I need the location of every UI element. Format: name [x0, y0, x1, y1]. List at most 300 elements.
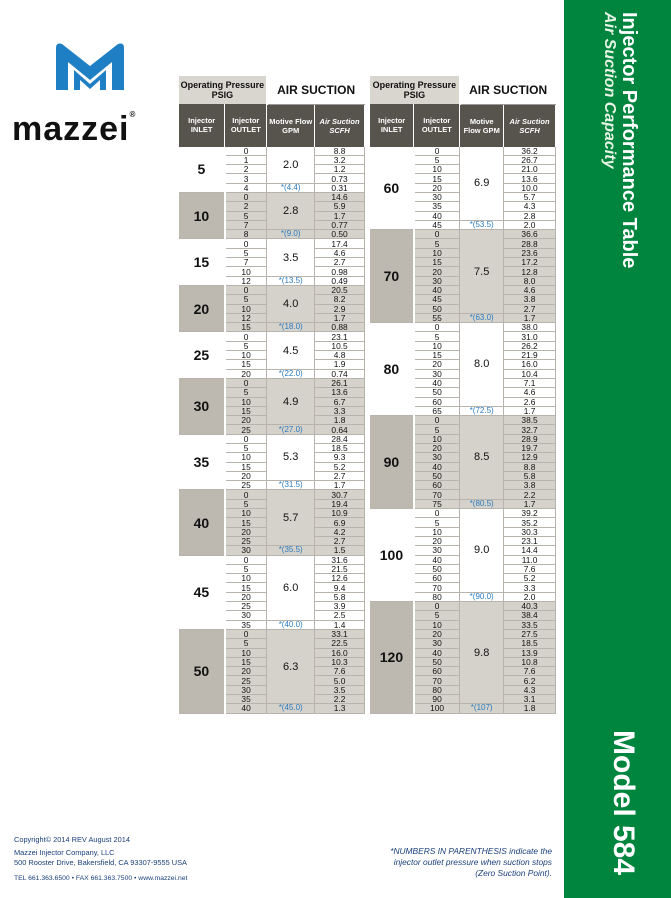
air-suction-value: 2.2	[315, 695, 365, 704]
outlet-pressure: 0	[225, 378, 267, 387]
air-suction-value: 1.8	[504, 704, 556, 713]
col-suction: Air Suction SCFH	[504, 104, 556, 147]
air-suction-value: 2.5	[315, 611, 365, 620]
air-suction-value: 3.5	[315, 685, 365, 694]
zero-suction-point: *(72.5)	[460, 406, 504, 415]
air-suction-value: 3.3	[315, 406, 365, 415]
outlet-pressure: 10	[414, 341, 460, 350]
air-suction-value: 36.6	[504, 230, 556, 239]
outlet-pressure: 5	[414, 611, 460, 620]
table-row	[179, 285, 365, 294]
air-suction-value: 1.4	[315, 620, 365, 629]
zero-suction-note: *NUMBERS IN PARENTHESIS indicate the injector outlet pressure when suction stops (Zero Suction Point).	[390, 846, 552, 878]
air-suction-value: 27.5	[504, 629, 556, 638]
air-suction-value: 2.7	[315, 258, 365, 267]
inlet-pressure: 70	[370, 230, 414, 323]
outlet-pressure: 10	[225, 267, 267, 276]
motive-flow: 6.3	[267, 629, 315, 703]
air-suction-value: 2.7	[315, 471, 365, 480]
air-suction-value: 13.6	[504, 174, 556, 183]
air-suction-value: 2.8	[504, 211, 556, 220]
outlet-pressure: 10	[225, 304, 267, 313]
air-suction-value: 4.3	[504, 685, 556, 694]
air-suction-value: 12.8	[504, 267, 556, 276]
air-suction-value: 23.1	[504, 536, 556, 545]
air-suction-value: 2.7	[315, 536, 365, 545]
air-suction-value: 3.9	[315, 602, 365, 611]
performance-table-right	[370, 76, 556, 714]
outlet-pressure: 5	[225, 248, 267, 257]
outlet-pressure: 40	[225, 704, 267, 713]
air-suction-value: 4.6	[504, 285, 556, 294]
performance-table-left	[179, 76, 365, 714]
air-suction-value: 14.4	[504, 546, 556, 555]
air-suction-value: 1.9	[315, 360, 365, 369]
outlet-pressure: 10	[225, 509, 267, 518]
outlet-pressure: 5	[225, 564, 267, 573]
outlet-pressure: 20	[414, 360, 460, 369]
air-suction-value: 10.8	[504, 657, 556, 666]
air-suction-value: 0.77	[315, 220, 365, 229]
air-suction-header: AIR SUCTION	[267, 76, 365, 104]
table-row	[179, 192, 365, 201]
zero-suction-point: *(31.5)	[267, 481, 315, 490]
air-suction-value: 13.6	[315, 388, 365, 397]
air-suction-value: 19.7	[504, 444, 556, 453]
air-suction-value: 12.9	[504, 453, 556, 462]
motive-flow: 9.0	[460, 509, 504, 593]
outlet-pressure: 10	[225, 351, 267, 360]
outlet-pressure: 80	[414, 685, 460, 694]
table-row	[179, 434, 365, 443]
air-suction-header: AIR SUCTION	[460, 76, 556, 104]
col-flow: Motive Flow GPM	[267, 104, 315, 147]
outlet-pressure: 45	[414, 220, 460, 229]
air-suction-value: 1.7	[315, 211, 365, 220]
outlet-pressure: 5	[225, 388, 267, 397]
air-suction-value: 3.3	[504, 583, 556, 592]
air-suction-value: 2.0	[504, 592, 556, 601]
air-suction-value: 21.5	[315, 564, 365, 573]
inlet-pressure: 25	[179, 332, 225, 378]
air-suction-value: 4.3	[504, 202, 556, 211]
air-suction-value: 0.64	[315, 425, 365, 434]
air-suction-value: 1.5	[315, 546, 365, 555]
motive-flow: 4.5	[267, 332, 315, 369]
brand-name: mazzei®	[12, 110, 137, 148]
air-suction-value: 5.2	[504, 574, 556, 583]
outlet-pressure: 12	[225, 276, 267, 285]
outlet-pressure: 25	[225, 602, 267, 611]
air-suction-value: 1.7	[504, 499, 556, 508]
air-suction-value: 23.6	[504, 248, 556, 257]
air-suction-value: 10.5	[315, 341, 365, 350]
air-suction-value: 2.9	[315, 304, 365, 313]
air-suction-value: 7.6	[504, 667, 556, 676]
outlet-pressure: 65	[414, 406, 460, 415]
outlet-pressure: 75	[414, 499, 460, 508]
col-outlet: Injector OUTLET	[225, 104, 267, 147]
zero-suction-point: *(18.0)	[267, 323, 315, 332]
motive-flow: 2.0	[267, 147, 315, 184]
outlet-pressure: 5	[414, 425, 460, 434]
motive-flow: 5.7	[267, 490, 315, 546]
air-suction-value: 1.8	[315, 416, 365, 425]
outlet-pressure: 60	[414, 574, 460, 583]
air-suction-value: 31.0	[504, 332, 556, 341]
inlet-pressure: 30	[179, 378, 225, 434]
outlet-pressure: 25	[225, 676, 267, 685]
air-suction-value: 16.0	[504, 360, 556, 369]
table-row	[179, 555, 365, 564]
air-suction-value: 26.2	[504, 341, 556, 350]
col-suction: Air Suction SCFH	[315, 104, 365, 147]
motive-flow: 4.0	[267, 285, 315, 322]
outlet-pressure: 30	[225, 546, 267, 555]
outlet-pressure: 15	[225, 406, 267, 415]
outlet-pressure: 50	[414, 564, 460, 573]
table-row	[370, 230, 556, 239]
outlet-pressure: 30	[414, 276, 460, 285]
outlet-pressure: 0	[225, 490, 267, 499]
outlet-pressure: 50	[414, 304, 460, 313]
banner-title: Injector Performance Table	[618, 12, 640, 269]
zero-suction-point: *(40.0)	[267, 620, 315, 629]
outlet-pressure: 35	[414, 202, 460, 211]
motive-flow: 2.8	[267, 192, 315, 229]
outlet-pressure: 10	[225, 574, 267, 583]
contact-info: TEL 661.363.6500 • FAX 661.363.7500 • www.mazzei.net	[14, 875, 188, 883]
table-row	[179, 332, 365, 341]
banner-subtitle: Air Suction Capacity	[601, 12, 618, 169]
outlet-pressure: 70	[414, 676, 460, 685]
air-suction-value: 20.5	[315, 285, 365, 294]
air-suction-value: 5.8	[315, 592, 365, 601]
table-row	[179, 147, 365, 156]
table-row	[370, 323, 556, 332]
outlet-pressure: 0	[414, 509, 460, 518]
outlet-pressure: 30	[225, 685, 267, 694]
outlet-pressure: 40	[414, 462, 460, 471]
zero-suction-point: *(9.0)	[267, 230, 315, 239]
air-suction-value: 3.8	[504, 295, 556, 304]
air-suction-value: 28.9	[504, 434, 556, 443]
air-suction-value: 36.2	[504, 147, 556, 156]
air-suction-value: 1.7	[315, 481, 365, 490]
outlet-pressure: 15	[225, 657, 267, 666]
zero-suction-point: *(53.5)	[460, 220, 504, 229]
table-row	[370, 602, 556, 611]
outlet-pressure: 0	[414, 147, 460, 156]
outlet-pressure: 5	[225, 639, 267, 648]
outlet-pressure: 15	[414, 351, 460, 360]
air-suction-value: 40.3	[504, 602, 556, 611]
outlet-pressure: 15	[225, 360, 267, 369]
outlet-pressure: 25	[225, 536, 267, 545]
outlet-pressure: 20	[414, 629, 460, 638]
outlet-pressure: 60	[414, 481, 460, 490]
inlet-pressure: 90	[370, 416, 414, 509]
air-suction-value: 1.7	[504, 406, 556, 415]
outlet-pressure: 25	[225, 481, 267, 490]
air-suction-value: 5.7	[504, 192, 556, 201]
air-suction-value: 1.7	[504, 313, 556, 322]
air-suction-value: 28.4	[315, 434, 365, 443]
op-pressure-header: Operating Pressure PSIG	[370, 76, 460, 104]
outlet-pressure: 7	[225, 258, 267, 267]
air-suction-value: 6.7	[315, 397, 365, 406]
inlet-pressure: 40	[179, 490, 225, 555]
col-inlet: Injector INLET	[179, 104, 225, 147]
air-suction-value: 26.1	[315, 378, 365, 387]
air-suction-value: 1.7	[315, 313, 365, 322]
air-suction-value: 8.8	[315, 147, 365, 156]
outlet-pressure: 35	[225, 695, 267, 704]
outlet-pressure: 5	[225, 341, 267, 350]
table-row	[179, 629, 365, 638]
air-suction-value: 6.2	[504, 676, 556, 685]
outlet-pressure: 0	[225, 239, 267, 248]
air-suction-value: 1.3	[315, 704, 365, 713]
air-suction-value: 4.2	[315, 527, 365, 536]
air-suction-value: 33.5	[504, 620, 556, 629]
company-address: 500 Rooster Drive, Bakersfield, CA 93307-9555 USA	[14, 857, 187, 867]
copyright-text: Copyright© 2014 REV August 2014	[14, 835, 130, 844]
outlet-pressure: 0	[414, 602, 460, 611]
table-row	[370, 147, 556, 156]
outlet-pressure: 0	[225, 147, 267, 156]
air-suction-value: 35.2	[504, 518, 556, 527]
outlet-pressure: 0	[225, 434, 267, 443]
outlet-pressure: 8	[225, 230, 267, 239]
air-suction-value: 14.6	[315, 192, 365, 201]
banner-titles	[600, 12, 640, 312]
outlet-pressure: 15	[225, 583, 267, 592]
outlet-pressure: 20	[225, 416, 267, 425]
inlet-pressure: 60	[370, 147, 414, 230]
air-suction-value: 5.8	[504, 471, 556, 480]
outlet-pressure: 20	[414, 444, 460, 453]
inlet-pressure: 50	[179, 629, 225, 713]
air-suction-value: 30.7	[315, 490, 365, 499]
outlet-pressure: 20	[225, 527, 267, 536]
air-suction-value: 9.4	[315, 583, 365, 592]
outlet-pressure: 1	[225, 155, 267, 164]
model-label: Model 584	[607, 730, 640, 876]
outlet-pressure: 35	[225, 620, 267, 629]
air-suction-value: 4.6	[504, 388, 556, 397]
zero-suction-point: *(80.5)	[460, 499, 504, 508]
outlet-pressure: 20	[225, 471, 267, 480]
air-suction-value: 38.0	[504, 323, 556, 332]
outlet-pressure: 15	[225, 518, 267, 527]
air-suction-value: 11.0	[504, 555, 556, 564]
zero-suction-point: *(35.5)	[267, 546, 315, 555]
outlet-pressure: 5	[225, 211, 267, 220]
outlet-pressure: 0	[225, 285, 267, 294]
air-suction-value: 1.2	[315, 165, 365, 174]
zero-suction-point: *(27.0)	[267, 425, 315, 434]
air-suction-value: 28.8	[504, 239, 556, 248]
air-suction-value: 0.50	[315, 230, 365, 239]
outlet-pressure: 80	[414, 592, 460, 601]
air-suction-value: 21.0	[504, 165, 556, 174]
air-suction-value: 2.0	[504, 220, 556, 229]
outlet-pressure: 7	[225, 220, 267, 229]
air-suction-value: 7.6	[315, 667, 365, 676]
outlet-pressure: 45	[414, 295, 460, 304]
zero-suction-point: *(107)	[460, 704, 504, 713]
col-flow: Motive Flow GPM	[460, 104, 504, 147]
air-suction-value: 4.8	[315, 351, 365, 360]
outlet-pressure: 10	[414, 434, 460, 443]
outlet-pressure: 2	[225, 202, 267, 211]
outlet-pressure: 2	[225, 165, 267, 174]
outlet-pressure: 70	[414, 490, 460, 499]
outlet-pressure: 20	[414, 536, 460, 545]
air-suction-value: 19.4	[315, 499, 365, 508]
outlet-pressure: 60	[414, 397, 460, 406]
zero-suction-point: *(4.4)	[267, 183, 315, 192]
outlet-pressure: 4	[225, 183, 267, 192]
outlet-pressure: 5	[414, 239, 460, 248]
air-suction-value: 22.5	[315, 639, 365, 648]
air-suction-value: 18.5	[315, 444, 365, 453]
motive-flow: 8.0	[460, 323, 504, 407]
air-suction-value: 3.8	[504, 481, 556, 490]
air-suction-value: 13.9	[504, 648, 556, 657]
outlet-pressure: 60	[414, 667, 460, 676]
air-suction-value: 8.8	[504, 462, 556, 471]
air-suction-value: 5.0	[315, 676, 365, 685]
air-suction-value: 6.9	[315, 518, 365, 527]
air-suction-value: 38.5	[504, 416, 556, 425]
outlet-pressure: 15	[414, 258, 460, 267]
air-suction-value: 0.88	[315, 323, 365, 332]
outlet-pressure: 3	[225, 174, 267, 183]
air-suction-value: 12.6	[315, 574, 365, 583]
air-suction-value: 0.74	[315, 369, 365, 378]
inlet-pressure: 10	[179, 192, 225, 238]
outlet-pressure: 90	[414, 695, 460, 704]
air-suction-value: 2.6	[504, 397, 556, 406]
outlet-pressure: 40	[414, 211, 460, 220]
motive-flow: 4.9	[267, 378, 315, 424]
op-pressure-header: Operating Pressure PSIG	[179, 76, 267, 104]
mazzei-m-icon	[50, 40, 130, 92]
col-outlet: Injector OUTLET	[414, 104, 460, 147]
outlet-pressure: 40	[414, 555, 460, 564]
table-row	[179, 239, 365, 248]
outlet-pressure: 30	[225, 611, 267, 620]
outlet-pressure: 40	[414, 378, 460, 387]
table-row	[179, 490, 365, 499]
table-row	[370, 416, 556, 425]
motive-flow: 9.8	[460, 602, 504, 704]
outlet-pressure: 55	[414, 313, 460, 322]
outlet-pressure: 10	[414, 165, 460, 174]
inlet-pressure: 5	[179, 147, 225, 193]
outlet-pressure: 15	[225, 462, 267, 471]
outlet-pressure: 20	[414, 267, 460, 276]
air-suction-value: 0.49	[315, 276, 365, 285]
outlet-pressure: 40	[414, 648, 460, 657]
table-row	[179, 378, 365, 387]
outlet-pressure: 30	[414, 369, 460, 378]
outlet-pressure: 0	[225, 555, 267, 564]
zero-suction-point: *(13.5)	[267, 276, 315, 285]
outlet-pressure: 0	[225, 192, 267, 201]
outlet-pressure: 0	[225, 629, 267, 638]
air-suction-value: 2.2	[504, 490, 556, 499]
outlet-pressure: 30	[414, 192, 460, 201]
air-suction-value: 5.2	[315, 462, 365, 471]
inlet-pressure: 80	[370, 323, 414, 416]
outlet-pressure: 10	[225, 648, 267, 657]
outlet-pressure: 50	[414, 657, 460, 666]
zero-suction-point: *(45.0)	[267, 704, 315, 713]
outlet-pressure: 12	[225, 313, 267, 322]
inlet-pressure: 35	[179, 434, 225, 490]
outlet-pressure: 50	[414, 471, 460, 480]
table-row	[370, 509, 556, 518]
air-suction-value: 16.0	[315, 648, 365, 657]
outlet-pressure: 100	[414, 704, 460, 713]
outlet-pressure: 30	[414, 453, 460, 462]
air-suction-value: 17.4	[315, 239, 365, 248]
motive-flow: 8.5	[460, 416, 504, 500]
air-suction-value: 7.6	[504, 564, 556, 573]
company-name: Mazzei Injector Company, LLC	[14, 848, 115, 858]
outlet-pressure: 20	[225, 592, 267, 601]
air-suction-value: 10.3	[315, 657, 365, 666]
inlet-pressure: 120	[370, 602, 414, 714]
air-suction-value: 8.2	[315, 295, 365, 304]
inlet-pressure: 15	[179, 239, 225, 285]
air-suction-value: 38.4	[504, 611, 556, 620]
outlet-pressure: 15	[414, 174, 460, 183]
outlet-pressure: 10	[414, 527, 460, 536]
inlet-pressure: 20	[179, 285, 225, 331]
motive-flow: 6.9	[460, 147, 504, 221]
air-suction-value: 10.0	[504, 183, 556, 192]
air-suction-value: 39.2	[504, 509, 556, 518]
outlet-pressure: 0	[225, 332, 267, 341]
outlet-pressure: 0	[414, 416, 460, 425]
air-suction-value: 32.7	[504, 425, 556, 434]
col-inlet: Injector INLET	[370, 104, 414, 147]
outlet-pressure: 5	[225, 295, 267, 304]
mazzei-logo	[12, 40, 177, 148]
motive-flow: 3.5	[267, 239, 315, 276]
outlet-pressure: 0	[414, 230, 460, 239]
air-suction-value: 7.1	[504, 378, 556, 387]
outlet-pressure: 5	[414, 155, 460, 164]
outlet-pressure: 25	[225, 425, 267, 434]
outlet-pressure: 15	[225, 323, 267, 332]
outlet-pressure: 10	[225, 453, 267, 462]
air-suction-value: 10.9	[315, 509, 365, 518]
air-suction-value: 33.1	[315, 629, 365, 638]
outlet-pressure: 30	[414, 546, 460, 555]
outlet-pressure: 10	[414, 620, 460, 629]
outlet-pressure: 10	[225, 397, 267, 406]
outlet-pressure: 40	[414, 285, 460, 294]
outlet-pressure: 5	[225, 499, 267, 508]
air-suction-value: 5.9	[315, 202, 365, 211]
outlet-pressure: 20	[225, 369, 267, 378]
air-suction-value: 30.3	[504, 527, 556, 536]
